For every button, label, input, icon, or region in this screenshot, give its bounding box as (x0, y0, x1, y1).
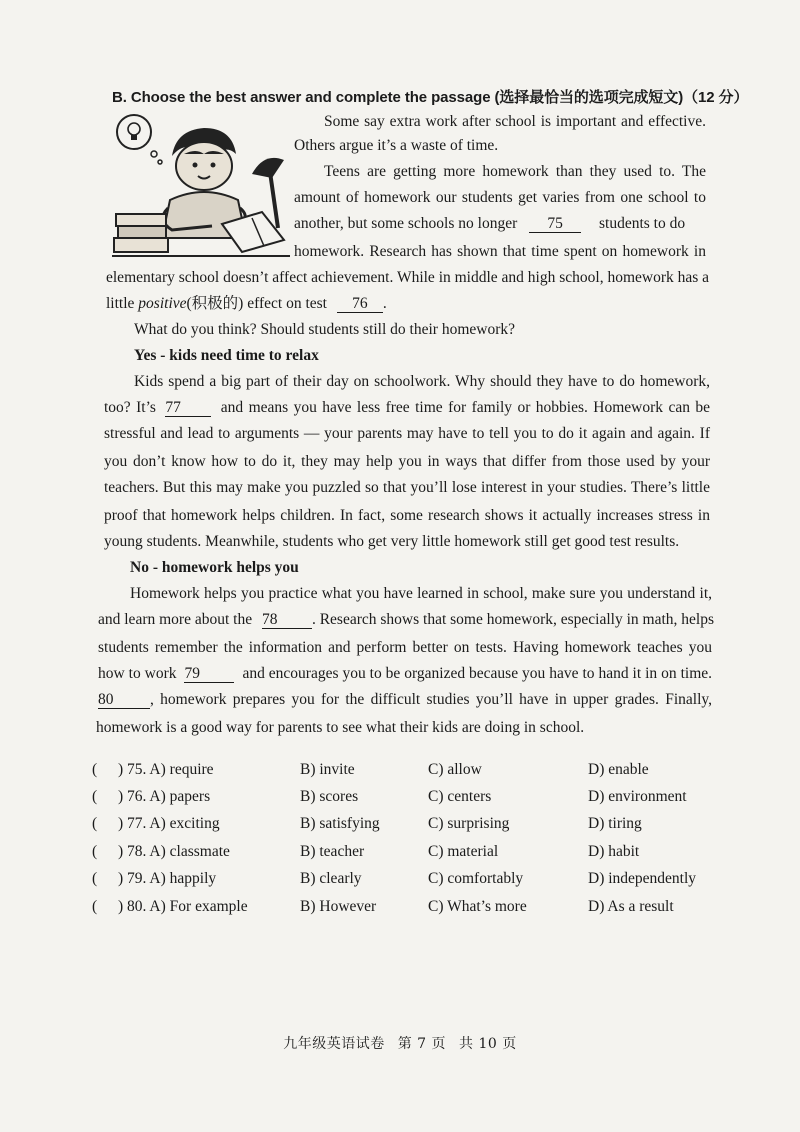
blank-80: 80 (98, 692, 150, 709)
passage-line (96, 690, 712, 710)
answer-paren[interactable]: ( (92, 788, 98, 805)
passage-line (106, 294, 387, 314)
option-c: C) comfortably (428, 870, 524, 887)
passage-line: What do you think? Should students still do their homework? (134, 321, 515, 338)
passage-text: little (106, 295, 135, 312)
blank-77: 77 (165, 400, 211, 417)
passage-text: , homework prepares you for the difficult studies you’ll have in upper grades. Finally, (150, 691, 712, 708)
passage-text: and encourages you to be organized because you have to hand it in on time. (242, 665, 713, 682)
option-num: ) 75. A) require (118, 761, 214, 778)
passage-line: Others argue it’s a waste of time. (294, 137, 499, 154)
option-d: D) habit (588, 843, 640, 860)
passage-text: . (382, 295, 387, 312)
passage-line: students remember the information and perform better on tests. Having homework teaches you (98, 639, 712, 656)
passage-line (98, 610, 712, 630)
footer-title: 九年级英语试卷 (283, 1036, 385, 1052)
footer-page: 第 7 页 (397, 1036, 447, 1052)
passage-line: teachers. But this may make you puzzled so that you’ll lose interest in your studies. There’s little (104, 479, 710, 496)
passage-line: amount of homework our students get varies from one school to (294, 189, 706, 206)
answer-paren[interactable]: ( (92, 898, 98, 915)
option-num: ) 77. A) exciting (118, 815, 220, 832)
answer-paren[interactable]: ( (92, 815, 98, 832)
passage-line: Teens are getting more homework than they used to. The (324, 163, 706, 180)
passage-text: too? It’s (104, 399, 156, 416)
answer-paren[interactable]: ( (92, 761, 98, 778)
option-c: C) material (428, 843, 499, 860)
passage-line (294, 214, 685, 234)
passage-text: how to work (98, 665, 177, 682)
option-d: D) enable (588, 761, 649, 778)
passage-line (98, 664, 712, 684)
blank-79: 79 (184, 666, 234, 683)
passage-line: stressful and lead to arguments — your parents may have to tell you to do it again and again. If (104, 425, 710, 442)
option-d: D) As a result (588, 898, 674, 915)
answer-paren[interactable]: ( (92, 870, 98, 887)
option-d: D) tiring (588, 815, 642, 832)
passage-line: homework. Research has shown that time spent on homework in (294, 243, 706, 260)
option-num: ) 78. A) classmate (118, 843, 230, 860)
option-d: D) independently (588, 870, 697, 887)
student-homework-illustration (112, 108, 290, 260)
option-c: C) What’s more (428, 898, 527, 915)
passage-line: proof that homework helps children. In fact, some research shows it actually increases stress in (104, 507, 710, 524)
option-b: B) However (300, 898, 377, 915)
option-num: ) 80. A) For example (118, 898, 248, 915)
option-num: ) 76. A) papers (118, 788, 211, 805)
passage-text: and learn more about the (98, 611, 253, 628)
subheading-yes: Yes - kids need time to relax (134, 347, 319, 364)
passage-text: students to do (598, 215, 686, 232)
passage-line (104, 398, 710, 418)
option-num: ) 79. A) happily (118, 870, 217, 887)
page-footer (0, 1033, 800, 1053)
option-b: B) teacher (300, 843, 365, 860)
footer-total: 共 10 页 (459, 1036, 517, 1052)
passage-text: another, but some schools no longer (294, 215, 518, 232)
passage-line: Kids spend a big part of their day on schoolwork. Why should they have to do homework, (134, 373, 710, 390)
option-b: B) scores (300, 788, 359, 805)
subheading-no: No - homework helps you (130, 559, 299, 576)
passage-line: young students. Meanwhile, students who get very little homework still get good test results. (104, 533, 680, 550)
blank-76: 76 (337, 296, 383, 313)
section-heading: B. Choose the best answer and complete the passage (选择最恰当的选项完成短文)（12 分） (112, 89, 749, 106)
passage-text: . Research shows that some homework, especially in math, helps (311, 611, 714, 628)
passage-line: homework is a good way for parents to see what their kids are doing in school. (96, 719, 585, 736)
passage-text: (积极的) effect on test (186, 295, 327, 312)
option-c: C) allow (428, 761, 482, 778)
option-b: B) clearly (300, 870, 362, 887)
passage-text: and means you have less free time for family or hobbies. Homework can be (220, 399, 711, 416)
option-b: B) satisfying (300, 815, 380, 832)
blank-75: 75 (529, 216, 581, 233)
option-b: B) invite (300, 761, 355, 778)
option-c: C) surprising (428, 815, 510, 832)
passage-line: Some say extra work after school is important and effective. (324, 113, 706, 130)
passage-line: you don’t know how to do it, they may help you in ways that differ from those used by your (104, 453, 710, 470)
option-c: C) centers (428, 788, 492, 805)
passage-line: elementary school doesn’t affect achievement. While in middle and high school, homework has a (106, 269, 710, 286)
option-d: D) environment (588, 788, 687, 805)
passage-line: Homework helps you practice what you have learned in school, make sure you understand it, (130, 585, 712, 602)
answer-paren[interactable]: ( (92, 843, 98, 860)
passage-italic-word: positive (138, 295, 187, 312)
blank-78: 78 (262, 612, 312, 629)
